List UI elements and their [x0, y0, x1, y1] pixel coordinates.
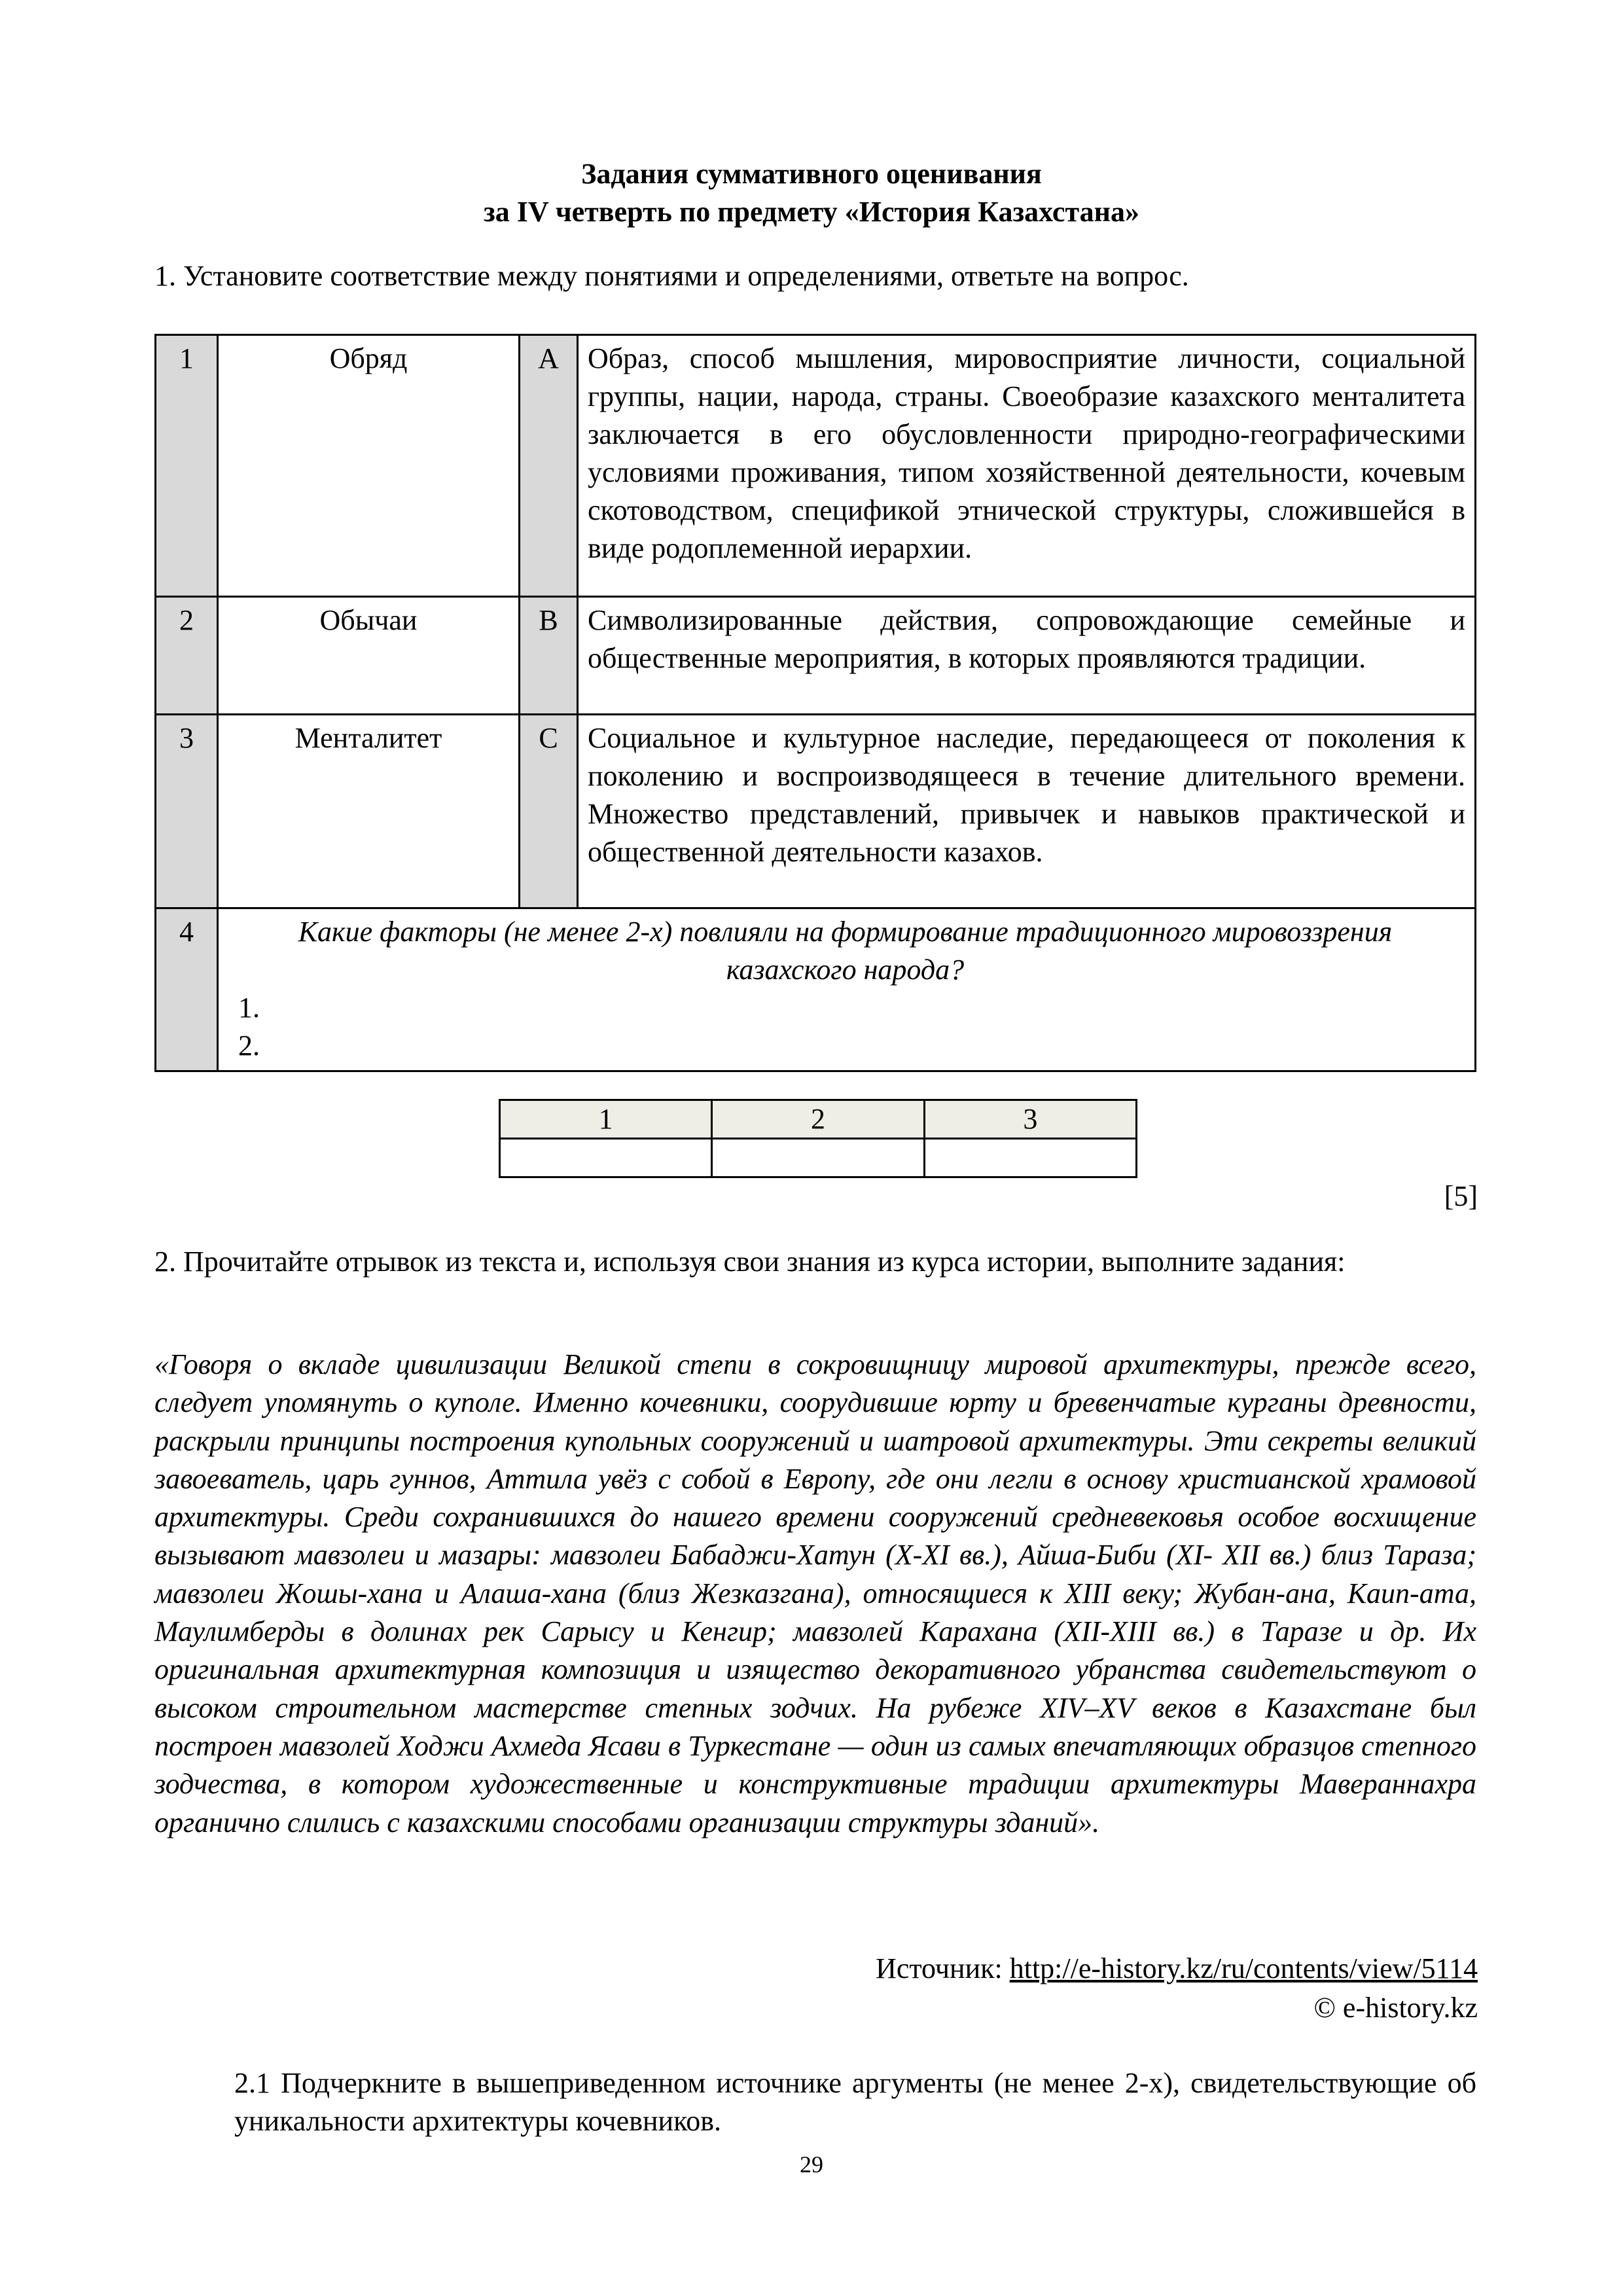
answer-line-1: 1. [238, 992, 260, 1024]
definition-cell: Социальное и культурное наследие, передающееся от поколения к поколению и воспроизводящееся в течение длительного времени. Множество представлений, привычек и навыков практической и общественной деятельности казахов. [578, 715, 1476, 908]
answer-grid-header [500, 1100, 1137, 1139]
answer-grid-header-cell: 2 [712, 1100, 924, 1139]
source-quote: «Говоря о вкладе цивилизации Великой степи в сокровищницу мировой архитектуры, прежде всего, следует упомянуть о куполе. Именно кочевники, соорудившие юрту и бревенчатые курганы древности, раскрыли принципы построения купольных сооружений и шатровой архитектуры. Эти секреты великий завоеватель, царь гуннов, Аттила увёз с собой в Европу, где они легли в основу христианской храмовой архитектуры. Среди сохранившихся до нашего времени сооружений средневековья особое восхищение вызывают мавзолеи и мазары: мавзолеи Бабаджи-Хатун (X-XI вв.), Айша-Биби (XI- XII вв.) близ Тараза; мавзолеи Жошы-хана и Алаша-хана (близ Жезказгана), относящиеся к XIII веку; Жубан-ана, Каип-ата, Маулимберды в долинах рек Сарысу и Кенгир; мавзолей Карахана (XII-XIII вв.) в Таразе и др. Их оригинальная архитектурная композиция и изящество декоративного убранства свидетельствуют о высоком строительном мастерстве степных зодчих. На рубеже XIV–XV веков в Казахстане был построен мавзолей Ходжи Ахмеда Ясави в Туркестане — один из самых впечатляющих образцов степного зодчества, в котором художественные и конструктивные традиции архитектуры Мавераннахра органично слились с казахскими способами организации структуры зданий». [154, 1348, 1476, 1839]
table-row-question [156, 908, 1476, 1071]
task2-instruction: 2. Прочитайте отрывок из текста и, используя свои знания из курса истории, выполните задания: [154, 1246, 1346, 1278]
copyright-note: © e-history.kz [1313, 1992, 1478, 2024]
answer-cell[interactable] [712, 1139, 924, 1177]
source-label: Источник: [876, 1952, 1010, 1984]
term-cell: Обычаи [218, 597, 520, 715]
letter-cell: C [520, 715, 578, 908]
page-title-line-2: за IV четверть по предмету «История Казахстана» [484, 196, 1139, 228]
letter-cell: B [520, 597, 578, 715]
answer-grid-input-row [500, 1139, 1137, 1177]
question-cell [218, 908, 1476, 1071]
definition-cell: Символизированные действия, сопровождающие семейные и общественные мероприятия, в которых проявляются традиции. [578, 597, 1476, 715]
table-row [156, 335, 1476, 597]
table-row [156, 597, 1476, 715]
row-number: 4 [156, 908, 218, 1071]
row-number: 2 [156, 597, 218, 715]
matching-table [154, 334, 1476, 1072]
term-cell: Обряд [218, 335, 520, 597]
source-link[interactable]: http://e-history.kz/ru/contents/view/5114 [1009, 1952, 1478, 1984]
answer-cell[interactable] [924, 1139, 1136, 1177]
score-marker: [5] [1444, 1180, 1478, 1212]
table-row [156, 715, 1476, 908]
question-text: Какие факторы (не менее 2-х) повлияли на формирование традиционного мировоззрения казахского народа? [298, 916, 1393, 986]
row-number: 1 [156, 335, 218, 597]
term-cell: Менталитет [218, 715, 520, 908]
page-title-line-1: Задания суммативного оценивания [581, 158, 1042, 190]
task1-instruction: 1. Установите соответствие между понятиями и определениями, ответьте на вопрос. [154, 260, 1189, 292]
answer-line-2: 2. [238, 1030, 260, 1062]
source-citation [876, 1950, 1478, 1987]
definition-cell: Образ, способ мышления, мировосприятие личности, социальной группы, нации, народа, страны. Своеобразие казахского менталитета заключается в его обусловленности природно-географическими условиями проживания, типом хозяйственной деятельности, кочевым скотоводством, спецификой этнической структуры, сложившейся в виде родоплеменной иерархии. [578, 335, 1476, 597]
row-number: 3 [156, 715, 218, 908]
answer-grid-header-cell: 3 [924, 1100, 1136, 1139]
subtask-2-1: 2.1 Подчеркните в вышеприведенном источнике аргументы (не менее 2-х), свидетельствующие об уникальности архитектуры кочевников. [234, 2067, 1476, 2137]
answer-cell[interactable] [500, 1139, 712, 1177]
answer-grid [499, 1099, 1137, 1178]
answer-grid-header-cell: 1 [500, 1100, 712, 1139]
letter-cell: A [520, 335, 578, 597]
page-number: 29 [800, 2151, 823, 2178]
